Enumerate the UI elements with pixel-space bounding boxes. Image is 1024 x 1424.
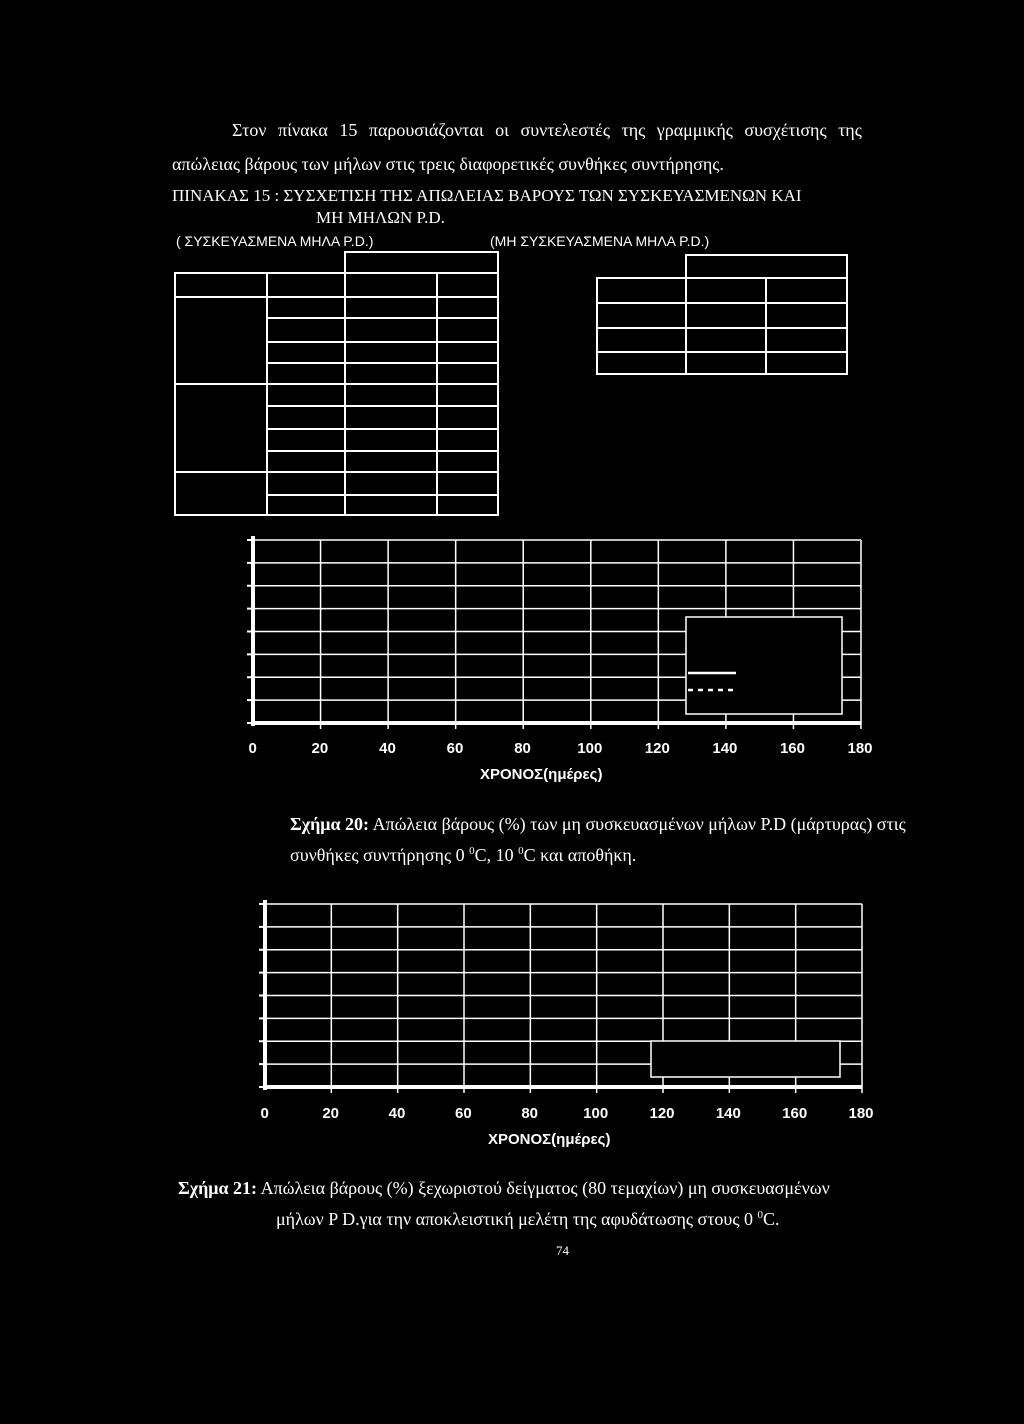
legend-box: [651, 1041, 840, 1077]
fig20-caption-2: συνθήκες συντήρησης 0 $^0$C, 10 $^0$C και αποθήκη.: [290, 845, 637, 865]
x-tick-label: 80: [514, 740, 531, 757]
x-tick-label: 100: [577, 740, 603, 757]
x-tick-label: 0: [260, 1105, 269, 1122]
x-tick-label: 60: [455, 1105, 472, 1122]
x-tick-label: 180: [847, 740, 873, 757]
x-tick-label: 120: [649, 1105, 675, 1122]
fig21-text: Απώλεια βάρους (%) ξεχωριστού δείγματος (80 τεμαχίων) μη συσκευασμένων: [260, 1178, 830, 1198]
x-tick-label: 140: [712, 740, 738, 757]
fig21-label: Σχήμα 21:: [178, 1178, 258, 1198]
x-tick-label: 80: [521, 1105, 539, 1122]
fig20-label: Σχήμα 20:: [290, 814, 370, 834]
legend-box: [686, 617, 842, 714]
x-tick-label: 20: [322, 1105, 340, 1122]
x-tick-label: 0: [248, 740, 257, 757]
fig20-xlabel: ΧΡΟΝΟΣ(ημέρες): [480, 766, 603, 783]
x-tick-label: 180: [848, 1105, 874, 1122]
page-number: 74: [556, 1243, 569, 1258]
x-tick-label: 40: [379, 740, 396, 757]
x-tick-label: 60: [446, 740, 464, 757]
fig21-xlabel: ΧΡΟΝΟΣ(ημέρες): [488, 1131, 611, 1148]
table1-header-box: [345, 252, 498, 273]
x-tick-label: 20: [311, 740, 329, 757]
tables: [175, 252, 847, 515]
table2-frame: [597, 278, 847, 374]
x-tick-label: 160: [782, 1105, 808, 1122]
x-tick-label: 140: [715, 1105, 741, 1122]
x-tick-label: 40: [388, 1105, 406, 1122]
table-heading-cont: ΜΗ ΜΗΛΩΝ P.D.: [316, 208, 445, 227]
x-tick-label: 160: [779, 740, 805, 757]
table-heading: ΠΙΝΑΚΑΣ 15 : ΣΥΣΧΕΤΙΣΗ ΤΗΣ ΑΠΩΛΕΙΑΣ ΒΑΡΟΥΣ ΤΩΝ ΣΥΣΚΕΥΑΣΜΕΝΩΝ ΚΑΙ: [172, 186, 802, 205]
fig20-text: Απώλεια βάρους (%) των μη συσκευασμένων μήλων P.D (μάρτυρας) στις: [372, 814, 906, 834]
x-tick-label: 100: [583, 1105, 609, 1122]
chart-fig20: [247, 536, 861, 729]
x-tick-label: 120: [644, 740, 670, 757]
fig21-caption-2: μήλων P D.για την αποκλειστική μελέτη της αφυδάτωσης στους 0 $^0$C.: [276, 1209, 780, 1229]
paragraph-line-1: Στον πίνακα 15 παρουσιάζονται οι συντελεστές της γραμμικής συσχέτισης της: [232, 120, 862, 140]
fig21-caption-1: [178, 1178, 830, 1199]
table1-frame: [175, 273, 498, 515]
fig20-caption-1: [290, 814, 906, 835]
table-right-label: (ΜΗ ΣΥΣΚΕΥΑΣΜΕΝΑ ΜΗΛΑ P.D.): [490, 233, 710, 249]
table-left-label: ( ΣΥΣΚΕΥΑΣΜΕΝΑ ΜΗΛΑ P.D.): [176, 233, 374, 249]
paragraph-line-2: απώλειας βάρους των μήλων στις τρεις διαφορετικές συνθήκες συντήρησης.: [172, 154, 724, 174]
table2-header-box: [686, 255, 847, 278]
chart-fig21: [259, 900, 862, 1093]
